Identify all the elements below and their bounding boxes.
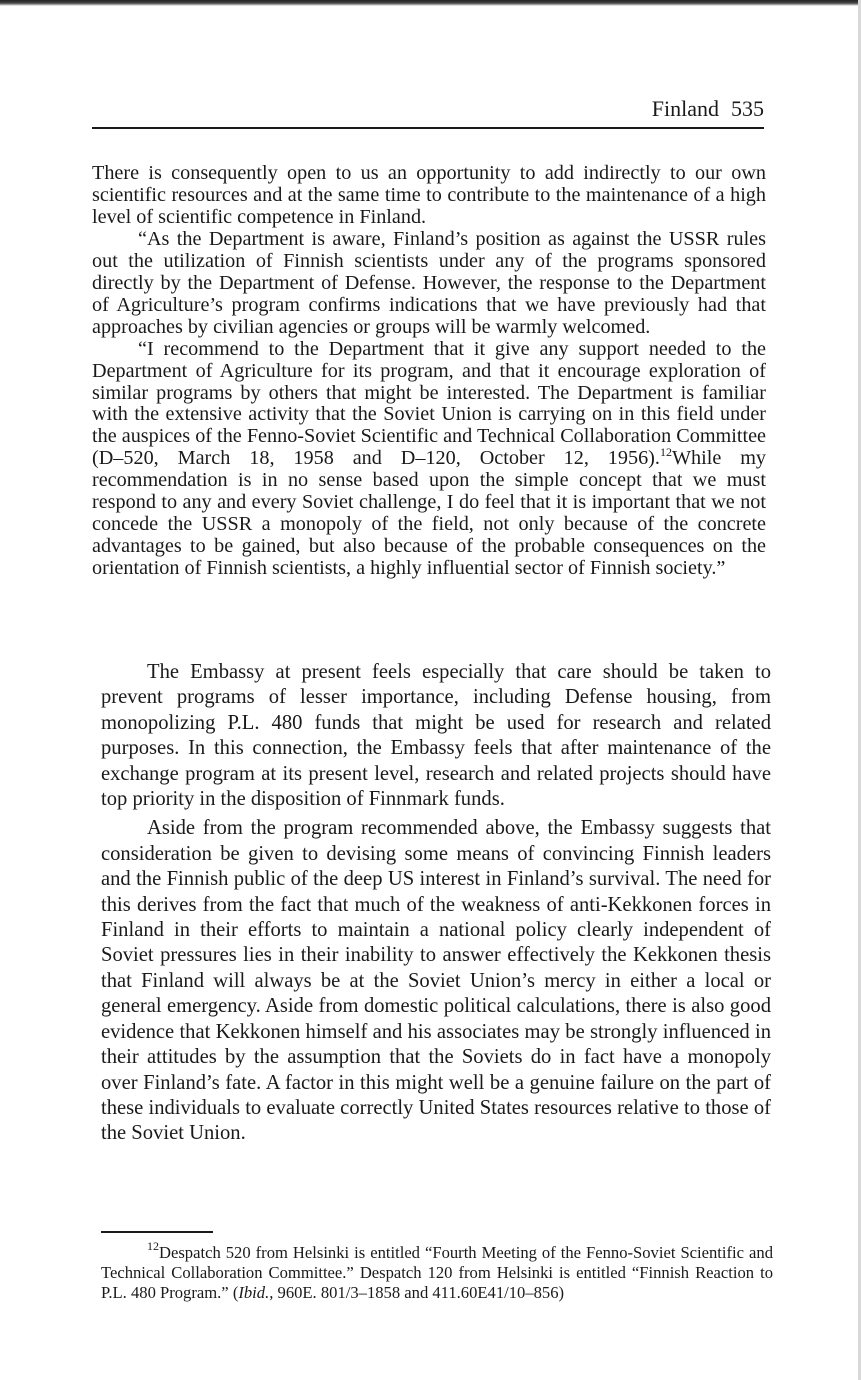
quote-paragraph-2: “As the Department is aware, Finland’s position as against the USSR rules out the utilization of Finnish scientists under any of the programs sponsored directly by the Department of Defense. However, the response to the Department of Agriculture’s program confirms indications that we have previously had that approaches by civilian agencies or groups will be warmly welcomed. <box>92 227 766 338</box>
footnote-marker: 12 <box>147 1239 159 1254</box>
footnote-text-part-1: Despatch 520 from Helsinki is entitled “Fourth Meeting of the Fenno-Soviet Scientific and Technical Collaboration Committee.” Despatch 120 from Helsinki is entitled “Finnish Reaction to P.L. 480 Program.” ( <box>101 1243 773 1302</box>
quote-paragraph-1: There is consequently open to us an opportunity to add indirectly to our own scientific resources and at the same time to contribute to the maintenance of a high level of scientific competence in Finland. <box>92 162 766 228</box>
embassy-text-block <box>101 660 771 1147</box>
page-number: 535 <box>731 96 764 121</box>
body-paragraph-5: Aside from the program recommended above, the Embassy suggests that consideration be given to devising some means of convincing Finnish leaders and the Finnish public of the deep US interest in Finland’s survival. The need for this derives from the fact that much of the weakness of anti-Kekkonen forces in Finland in their efforts to maintain a national policy clearly independent of Soviet pressures lies in their inability to answer effectively the Kekkonen thesis that Finland will always be at the Soviet Union’s mercy in either a local or general emergency. Aside from domestic political calculations, there is also good evidence that Kekkonen himself and his associates may be strongly influenced in their attitudes by the assumption that the Soviets do in fact have a monopoly over Finland’s fate. A factor in this might well be a genuine failure on the part of these individuals to evaluate correctly United States resources relative to those of the Soviet Union. <box>101 817 771 1145</box>
footnote-12 <box>101 1239 773 1303</box>
footnote-rule <box>101 1231 213 1233</box>
running-head <box>92 96 764 122</box>
footnote-block <box>101 1239 773 1303</box>
quote-paragraph-3-part-1: “I recommend to the Department that it give any support needed to the Department of Agriculture for its program, and that it encourage exploration of similar programs by others that might be interested. The Department is familiar with the extensive activity that the Soviet Union is carrying on in this field under the auspices of the Fenno-Soviet Scientific and Technical Collaboration Committee (D–520, March 18, 1958 and D–120, October 12, 1956). <box>92 337 766 470</box>
footnote-text-part-2: 960E. 801/3–1858 and 411.60E41/10–856) <box>273 1283 565 1302</box>
footnote-reference-12[interactable]: 12 <box>659 444 672 459</box>
quote-paragraph-3-part-2: While my recommendation is in no sense based upon the simple concept that we must respond to any and every Soviet challenge, I do feel that it is important that we not concede the USSR a monopoly of the field, not only because of the concrete advantages to be gained, but also because of the probable consequences on the orientation of Finnish scientists, a highly influential sector of Finnish society.” <box>92 447 766 580</box>
body-paragraph-4: The Embassy at present feels especially that care should be taken to prevent programs of lesser importance, including Defense housing, from monopolizing P.L. 480 funds that might be used for research and related purposes. In this connection, the Embassy feels that after maintenance of the exchange program at its present level, research and related projects should have top priority in the disposition of Finnmark funds. <box>101 661 771 811</box>
quoted-letter-block <box>92 163 766 580</box>
header-rule <box>92 127 764 129</box>
running-title: Finland <box>651 96 719 121</box>
scan-top-edge <box>0 0 861 6</box>
footnote-ibid: Ibid., <box>238 1283 274 1302</box>
quote-paragraph-3 <box>92 339 766 580</box>
